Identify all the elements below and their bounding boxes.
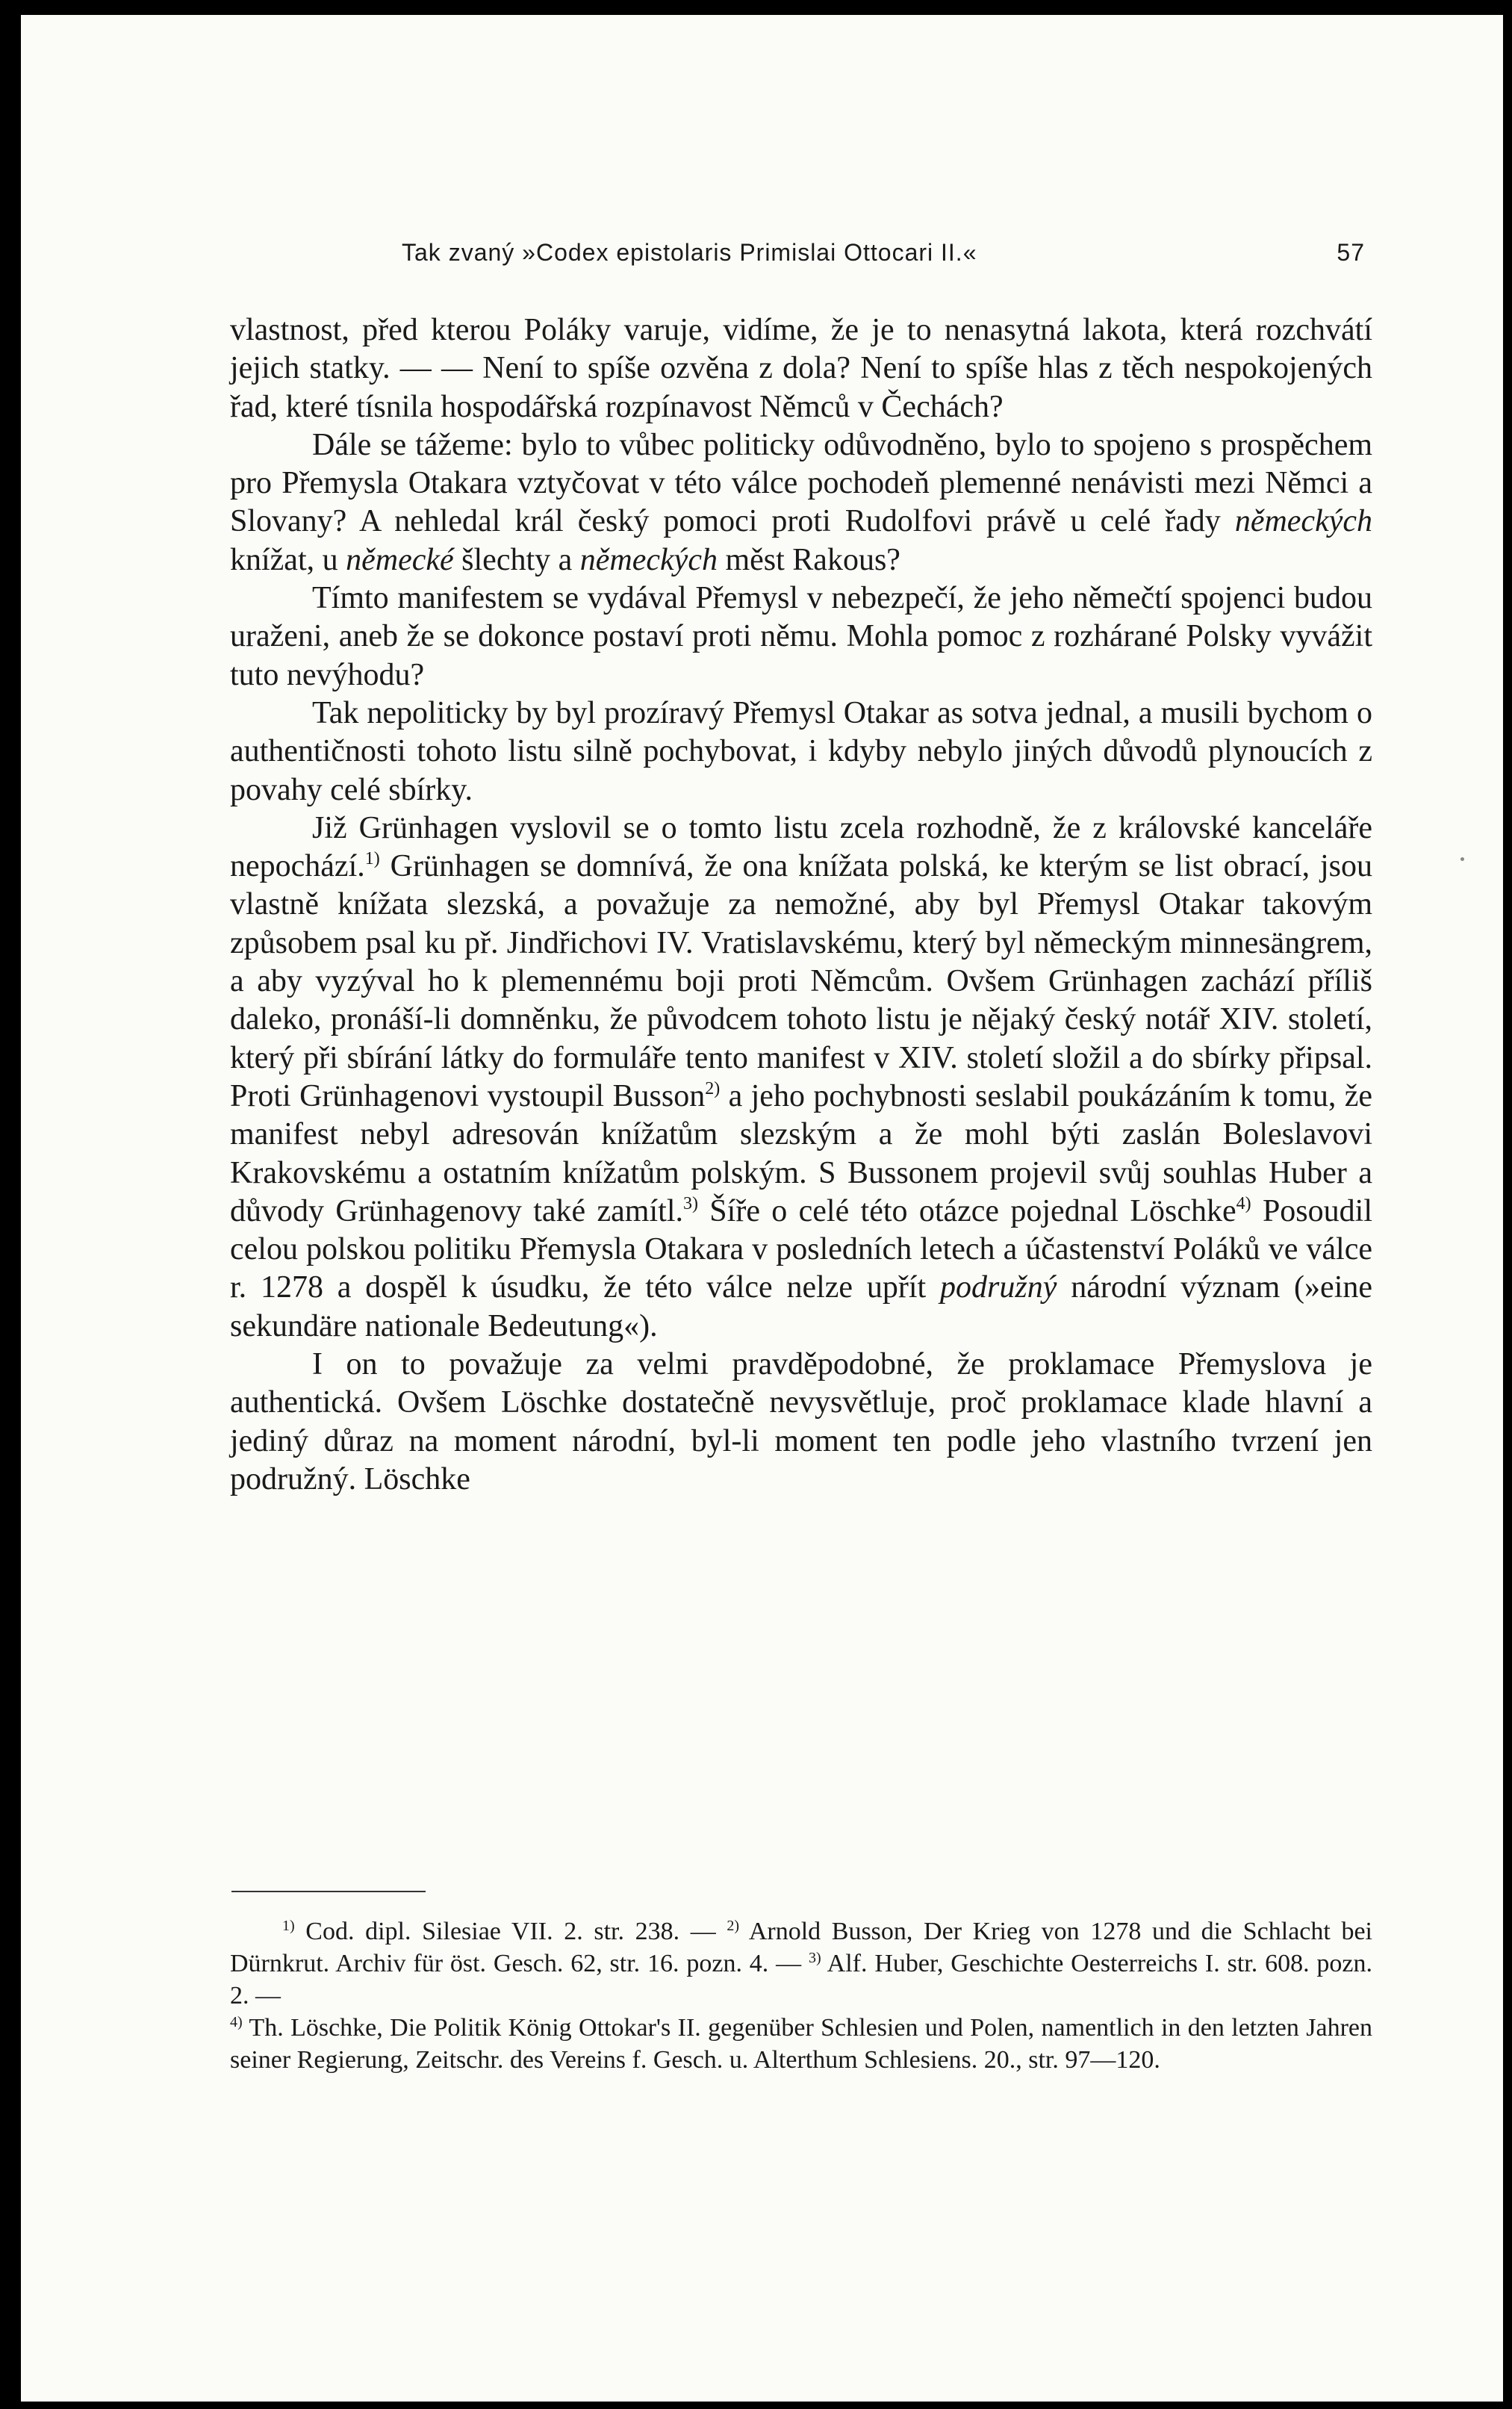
footnote-marker: 1): [282, 1918, 295, 1934]
book-page: [21, 15, 1503, 2402]
footnote-marker: 2): [727, 1918, 740, 1934]
footnote-marker: 3): [809, 1950, 821, 1966]
paragraph-text: knížat, u: [230, 542, 346, 577]
paragraph-2: [230, 426, 1372, 579]
paragraph-text: Dále se tážeme: bylo to vůbec politicky odůvodněno, bylo to spojeno s prospěchem pro Přemysla Otakara vztyčovat v této válce pochodeň plemenné nenávisti mezi Němci a Slovany? A nehledal král český pomoci proti Rudolfovi právě u celé řady: [230, 427, 1372, 539]
footnote-text: Th. Löschke, Die Politik König Ottokar's II. gegenüber Schlesien und Polen, namentlich in den letzten Jahren seiner Regierung, Zeitschr. des Vereins f. Gesch. u. Alterthum Schlesiens. 20., str. 97—120.: [230, 2014, 1372, 2074]
italic-emphasis: německé: [346, 542, 454, 577]
footnote-divider: [231, 1891, 426, 1892]
paragraph-text: I on to považuje za velmi pravděpodobné, že proklamace Přemyslova je authentická. Ovšem Löschke dostatečně nevysvětluje, proč proklamace klade hlavní a jediný důraz na moment národní, byl-li moment ten podle jeho vlastního tvrzení jen podružný. Löschke: [230, 1347, 1372, 1496]
paragraph-text: vlastnost, před kterou Poláky varuje, vidíme, že je to nenasytná lakota, která rozchvátí jejich statky. — — Není to spíše ozvěna z dola? Není to spíše hlas z těch nespokojených řad, které tísnila hospodářská rozpínavost Němců v Čechách?: [230, 313, 1372, 424]
scan-speck: [1460, 857, 1464, 861]
paragraph-3: [230, 579, 1372, 694]
footnote-reference: 4): [1236, 1193, 1251, 1213]
paragraph-4: [230, 694, 1372, 809]
paragraph-text: Grünhagen se domnívá, že ona knížata polská, ke kterým se list obrací, jsou vlastně knížata slezská, a považuje za nemožné, aby byl Přemysl Otakar takovým způsobem psal ku př. Jindřichovi IV. Vratislavskému, který byl německým minnesängrem, a aby vyzýval ho k plemennému boji proti Němcům. Ovšem Grünhagen zachází příliš daleko, pronáší-li domněnku, že původcem tohoto listu je nějaký český notář XIV. století, který při sbírání látky do formuláře tento manifest v XIV. století složil a do sbírky připsal. Proti Grünhagenovi vystoupil Busson: [230, 849, 1372, 1113]
paragraph-text: Šíře o celé této otázce pojednal Löschke: [697, 1193, 1236, 1228]
paragraph-1: [230, 311, 1372, 426]
running-head: [402, 239, 1365, 276]
italic-emphasis: německých: [579, 542, 718, 577]
footnote-reference: 1): [364, 849, 380, 869]
page-number: 57: [1337, 239, 1365, 266]
paragraph-text: Již Grünhagen vyslovil se o tomto listu zcela rozhodně, že z královské kanceláře nepochází.: [230, 810, 1372, 884]
footnotes: [230, 1915, 1372, 2076]
footnote-reference: 3): [682, 1193, 698, 1213]
italic-emphasis: podružný: [940, 1270, 1057, 1305]
footnote-text: Arnold Busson, Der Krieg von 1278 und die Schlacht bei Dürnkrut. Archiv für öst. Gesch. 62, str. 16. pozn. 4. —: [230, 1918, 1372, 1977]
paragraph-text: Posoudil celou polskou politiku Přemysla Otakara v posledních letech a účastenství Poláků ve válce r. 1278 a dospěl k úsudku, že této válce nelze upřít: [230, 1193, 1372, 1305]
footnote-block: [230, 1915, 1372, 2076]
paragraph-text: Tak nepoliticky by byl prozíravý Přemysl Otakar as sotva jednal, a musili bychom o authentičnosti tohoto listu silně pochybovat, i kdyby nebylo jiných důvodů plynoucích z povahy celé sbírky.: [230, 695, 1372, 807]
paragraph-6: [230, 1346, 1372, 1499]
footnote-text: Cod. dipl. Silesiae VII. 2. str. 238. —: [294, 1918, 727, 1945]
italic-emphasis: německých: [1234, 504, 1372, 539]
main-text: [230, 311, 1372, 1499]
footnote-reference: 2): [705, 1078, 721, 1098]
footnote-marker: 4): [230, 2014, 243, 2030]
paragraph-text: Tímto manifestem se vydával Přemysl v nebezpečí, že jeho němečtí spojenci budou uraženi, aneb že se dokonce postaví proti němu. Mohla pomoc z rozhárané Polsky vyvážit tuto nevýhodu?: [230, 581, 1372, 692]
paragraph-text: a jeho pochybnosti seslabil poukázáním k tomu, že manifest nebyl adresován knížatům slezským a že mohl býti zaslán Boleslavovi Krakovskému a ostatním knížatům polským. S Bussonem projevil svůj souhlas Huber a důvody Grünhagenovy také zamítl.: [230, 1078, 1373, 1228]
paragraph-text: měst Rakous?: [717, 542, 900, 577]
paragraph-text: národní význam (»eine sekundäre nationale Bedeutung«).: [230, 1270, 1372, 1343]
footnote-text: Alf. Huber, Geschichte Oesterreichs I. str. 608. pozn. 2. —: [230, 1950, 1373, 2009]
running-title: Tak zvaný »Codex epistolaris Primislai Ottocari II.«: [402, 239, 977, 266]
paragraph-5: [230, 809, 1372, 1346]
paragraph-text: šlechty a: [453, 542, 580, 577]
